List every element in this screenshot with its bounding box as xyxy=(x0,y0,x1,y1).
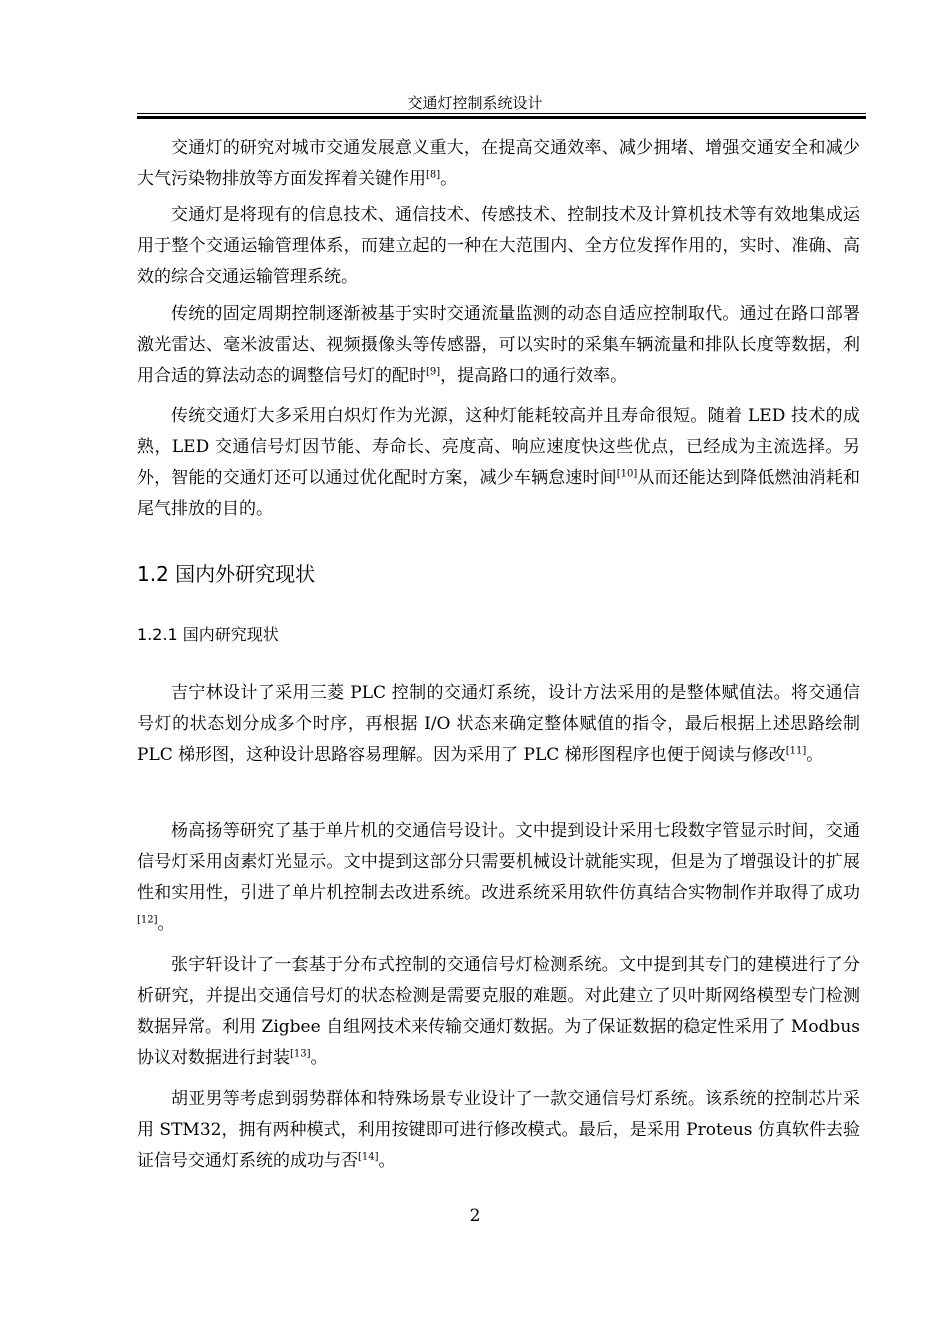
subsection-heading: 1.2.1 国内研究现状 xyxy=(137,625,279,644)
paragraph-intro-2: 交通灯是将现有的信息技术、通信技术、传感技术、控制技术及计算机技术等有效地集成运用于整个交通运输管理体系，而建立起的一种在大范围内、全方位发挥作用的，实时、准确、高效的综合交通运输管理系统。 xyxy=(137,205,860,287)
citation-ref: [13] xyxy=(290,1048,311,1060)
paragraph-domestic-4: 胡亚男等考虑到弱势群体和特殊场景专业设计了一款交通信号灯系统。该系统的控制芯片采用 STM32，拥有两种模式，利用按键即可进行修改模式。最后，是采用 Proteus 仿真软件去验证信号交通灯系统的成功与否[14]。 xyxy=(137,1089,860,1171)
citation-ref: [14] xyxy=(358,1151,379,1163)
paragraph-intro-1: 交通灯的研究对城市交通发展意义重大，在提高交通效率、减少拥堵、增强交通安全和减少大气污染物排放等方面发挥着关键作用[8]。 xyxy=(137,138,860,189)
header-rule-thin xyxy=(137,113,866,114)
header-rule-thick xyxy=(137,116,866,119)
page-number: 2 xyxy=(469,1206,481,1226)
running-header: 交通灯控制系统设计 xyxy=(407,94,543,112)
paragraph-domestic-2: 杨高扬等研究了基于单片机的交通信号设计。文中提到设计采用七段数字管显示时间，交通信号灯采用卤素灯光显示。文中提到这部分只需要机械设计就能实现，但是为了增强设计的扩展性和实用性，引进了单片机控制去改进系统。改进系统采用软件仿真结合实物制作并取得了成功[12]。 xyxy=(137,821,860,934)
paragraph-intro-3: 传统的固定周期控制逐渐被基于实时交通流量监测的动态自适应控制取代。通过在路口部署激光雷达、毫米波雷达、视频摄像头等传感器，可以实时的采集车辆流量和排队长度等数据，利用合适的算法动态的调整信号灯的配时[9]，提高路口的通行效率。 xyxy=(137,304,860,386)
paragraph-domestic-3: 张宇轩设计了一套基于分布式控制的交通信号灯检测系统。文中提到其专门的建模进行了分析研究，并提出交通信号灯的状态检测是需要克服的难题。对此建立了贝叶斯网络模型专门检测数据异常。利用 Zigbee 自组网技术来传输交通灯数据。为了保证数据的稳定性采用了 Modbus 协议对数据进行封装[13]。 xyxy=(137,955,860,1068)
paragraph-intro-4: 传统交通灯大多采用白炽灯作为光源，这种灯能耗较高并且寿命很短。随着 LED 技术的成熟，LED 交通信号灯因节能、寿命长、亮度高、响应速度快这些优点，已经成为主流选择。另外，智能的交通灯还可以通过优化配时方案，减少车辆怠速时间[10]从而还能达到降低燃油消耗和尾气排放的目的。 xyxy=(137,406,860,519)
citation-ref: [9] xyxy=(426,366,441,378)
citation-ref: [10] xyxy=(616,468,638,480)
citation-ref: [8] xyxy=(426,169,441,181)
section-heading: 1.2 国内外研究现状 xyxy=(137,562,316,586)
citation-ref: [12] xyxy=(137,914,158,926)
paragraph-domestic-1: 吉宁林设计了采用三菱 PLC 控制的交通灯系统，设计方法采用的是整体赋值法。将交通信号灯的状态划分成多个时序，再根据 I/O 状态来确定整体赋值的指令，最后根据上述思路绘制 PLC 梯形图，这种设计思路容易理解。因为采用了 PLC 梯形图程序也便于阅读与修改[11]。 xyxy=(137,683,860,765)
citation-ref: [11] xyxy=(785,745,807,757)
